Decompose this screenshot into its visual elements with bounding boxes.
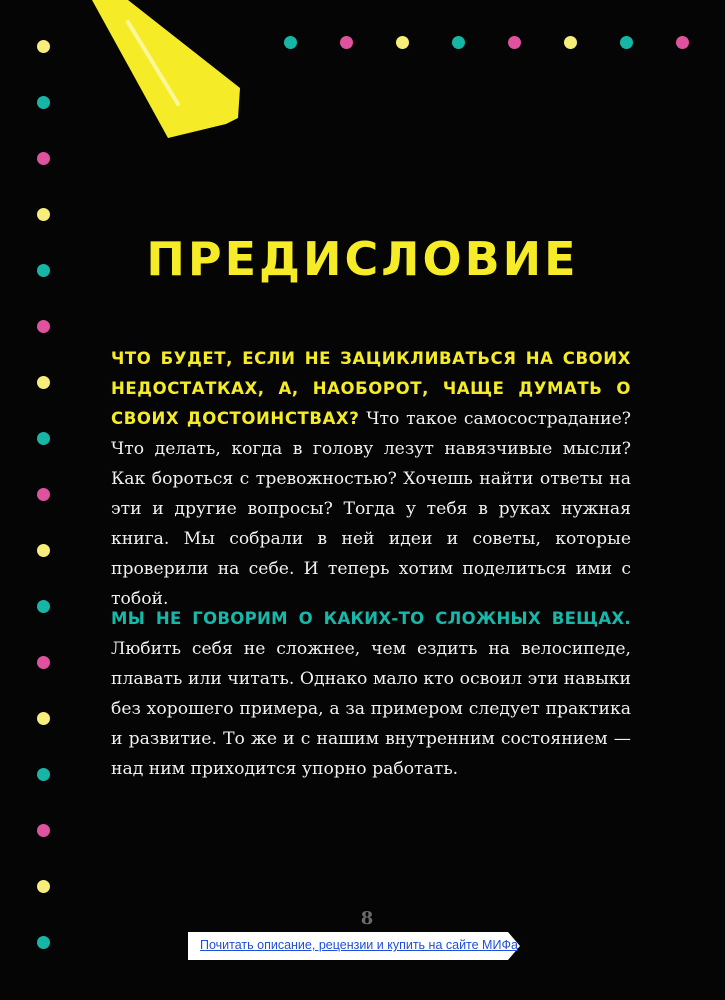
page-number: 8 — [360, 908, 374, 929]
decorative-dot — [37, 152, 50, 165]
paragraph-2-body: Любить себя не сложнее, чем ездить на велосипеде, плавать или читать. Однако мало кто освоил эти навыки без хорошего примера, а за примером следует практика и развитие. То же и с нашим внутренним состоянием — над ним приходится упорно работать. — [111, 639, 631, 779]
decorative-dot — [452, 36, 465, 49]
decorative-dot — [37, 208, 50, 221]
decorative-dot — [37, 824, 50, 837]
paragraph-2 — [111, 604, 631, 784]
buy-book-link[interactable]: Почитать описание, рецензии и купить на сайте МИФа — [200, 938, 518, 952]
decorative-dot — [37, 880, 50, 893]
paragraph-1-lead: ЧТО БУДЕТ, ЕСЛИ НЕ ЗАЦИКЛИВАТЬСЯ НА СВОИХ НЕДОСТАТКАХ, А, НАОБОРОТ, ЧАЩЕ ДУМАТЬ О СВОИХ ДОСТОИНСТВАХ? — [111, 349, 631, 428]
decorative-dot — [37, 656, 50, 669]
decorative-dot — [37, 432, 50, 445]
page-title: ПРЕДИСЛОВИЕ — [146, 232, 579, 286]
decorative-dot — [284, 36, 297, 49]
decorative-dot — [37, 768, 50, 781]
decorative-dot — [340, 36, 353, 49]
buy-book-link-banner[interactable] — [188, 932, 520, 960]
decorative-dot — [676, 36, 689, 49]
paragraph-1-body: Что такое самосострадание? Что делать, когда в голову лезут навязчивые мысли? Как бороться с тревожностью? Хочешь найти ответы на эти и другие вопросы? Тогда у тебя в руках нужная книга. Мы собрали в ней идеи и советы, которые проверили на себе. И теперь хотим поделиться ими с тобой. — [111, 409, 631, 609]
decorative-dot — [37, 96, 50, 109]
decorative-dot — [564, 36, 577, 49]
decorative-dot — [37, 40, 50, 53]
decorative-dot — [37, 376, 50, 389]
decorative-dot — [37, 712, 50, 725]
paragraph-2-lead: МЫ НЕ ГОВОРИМ О КАКИХ-ТО СЛОЖНЫХ ВЕЩАХ. — [111, 609, 631, 628]
decorative-dot — [37, 600, 50, 613]
paragraph-1 — [111, 344, 631, 614]
decorative-dot — [37, 320, 50, 333]
decorative-dot — [508, 36, 521, 49]
decorative-dot — [620, 36, 633, 49]
spotlight-beam-decoration — [0, 0, 260, 140]
decorative-dot — [37, 488, 50, 501]
decorative-dot — [396, 36, 409, 49]
decorative-dot — [37, 936, 50, 949]
decorative-dot — [37, 544, 50, 557]
